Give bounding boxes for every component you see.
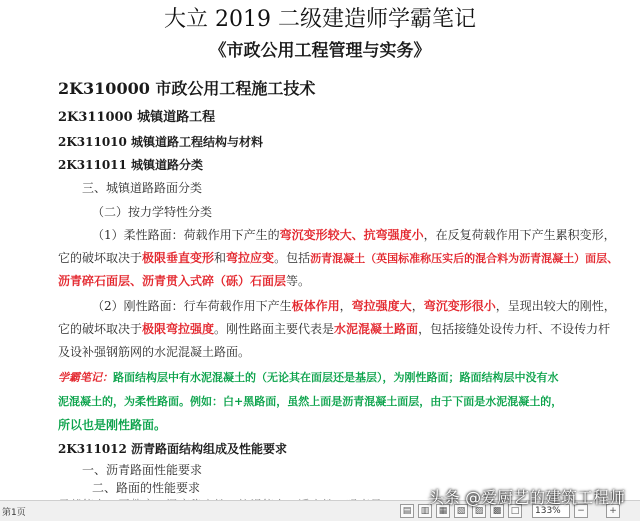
note-text: 所以也是刚性路面。 (58, 418, 167, 432)
text-span: 它的破坏取决于 (58, 322, 143, 336)
para2-line1 (92, 298, 616, 314)
page-icon[interactable]: ▤ (400, 504, 414, 518)
para2-line3: 及设补强钢筋网的水泥混凝土路面。 (58, 345, 251, 359)
text-span: 它的破坏取决于 (58, 251, 143, 265)
highlight-span: 弯沉变形较大、抗弯强度小 (279, 228, 424, 242)
zoom-out-icon[interactable]: − (574, 504, 588, 518)
page-icon[interactable]: □ (508, 504, 522, 518)
text-span: 和 (214, 251, 227, 265)
page-icon[interactable]: ▥ (418, 504, 432, 518)
note-text: 路面结构层中有水泥混凝土的（无论其在面层还是基层），为刚性路面；路面结构层中没有水 (113, 371, 559, 384)
highlight-span: 沥青碎石面层、沥青贯入式碎（砾）石面层 (58, 274, 287, 288)
highlight-span: 弯沉变形很小 (423, 299, 496, 313)
text-span: 等。 (286, 274, 311, 288)
note-text: 泥混凝土的，为柔性路面。例如：白+黑路面，虽然上面是沥青混凝土面层，由于下面是水泥混凝土的， (58, 395, 563, 408)
highlight-span: 弯拉应变 (226, 251, 275, 265)
document-title: 大立 2019 二级建造师学霸笔记 (164, 7, 476, 32)
highlight-span: 弯拉强度大 (351, 299, 412, 313)
note-line2 (58, 393, 562, 410)
page-icon[interactable]: ▨ (472, 504, 486, 518)
highlight-span: 沥青混凝土（英国标准称压实后的混合料为沥青混凝土）面层、 (310, 252, 619, 265)
text-span: ，包括接缝处设传力杆、不设传力杆 (418, 322, 611, 336)
para1-line2 (58, 250, 618, 267)
heading-2: 2K311000 城镇道路工程 (58, 110, 216, 125)
heading-1: 2K310000 市政公用工程施工技术 (58, 79, 316, 98)
para2-line2 (58, 321, 610, 337)
heading-3-classification: 2K311011 城镇道路分类 (58, 158, 204, 172)
document-subtitle: 《市政公用工程管理与实务》 (209, 41, 431, 61)
page-icon[interactable]: ▩ (490, 504, 504, 518)
page-icon[interactable]: ▦ (436, 504, 450, 518)
section-line: 一、沥青路面性能要求 (82, 463, 203, 477)
text-span: 。刚性路面主要代表是 (214, 322, 335, 336)
page-indicator: 第1页 (2, 508, 26, 518)
highlight-span: 水泥混凝土路面 (334, 322, 419, 336)
text-span: 。包括 (274, 251, 311, 265)
para1-line1 (92, 227, 616, 243)
zoom-in-icon[interactable]: + (606, 504, 620, 518)
text-span: ，在反复荷载作用下产生累积变形， (423, 228, 616, 242)
heading-3-structure: 2K311010 城镇道路工程结构与材料 (58, 135, 264, 149)
text-span: ，呈现出较大的刚性， (495, 299, 616, 313)
highlight-span: 极限垂直变形 (142, 251, 215, 265)
note-label: 学霸笔记： (58, 371, 113, 384)
para1-line3 (58, 273, 310, 289)
note-line1 (58, 369, 559, 386)
text-span: （1）柔性路面：荷载作用下产生的 (92, 228, 280, 242)
heading-3-asphalt: 2K311012 沥青路面结构组成及性能要求 (58, 442, 288, 456)
text-span: （2）刚性路面：行车荷载作用下产生 (92, 299, 292, 313)
highlight-span: 极限弯拉强度 (142, 322, 215, 336)
watermark: 头条 @爱厨艺的建筑工程师 (428, 488, 626, 507)
page-icon[interactable]: ▧ (454, 504, 468, 518)
text-span: ， (411, 299, 424, 313)
section-line: 二、路面的性能要求 (92, 481, 201, 495)
highlight-span: 板体作用 (291, 299, 340, 313)
note-line3 (58, 417, 166, 433)
section-line: 三、城镇道路路面分类 (82, 181, 203, 195)
subsection-line: （二）按力学特性分类 (92, 205, 213, 219)
zoom-input[interactable]: 133% (532, 504, 570, 518)
text-span: ， (339, 299, 352, 313)
